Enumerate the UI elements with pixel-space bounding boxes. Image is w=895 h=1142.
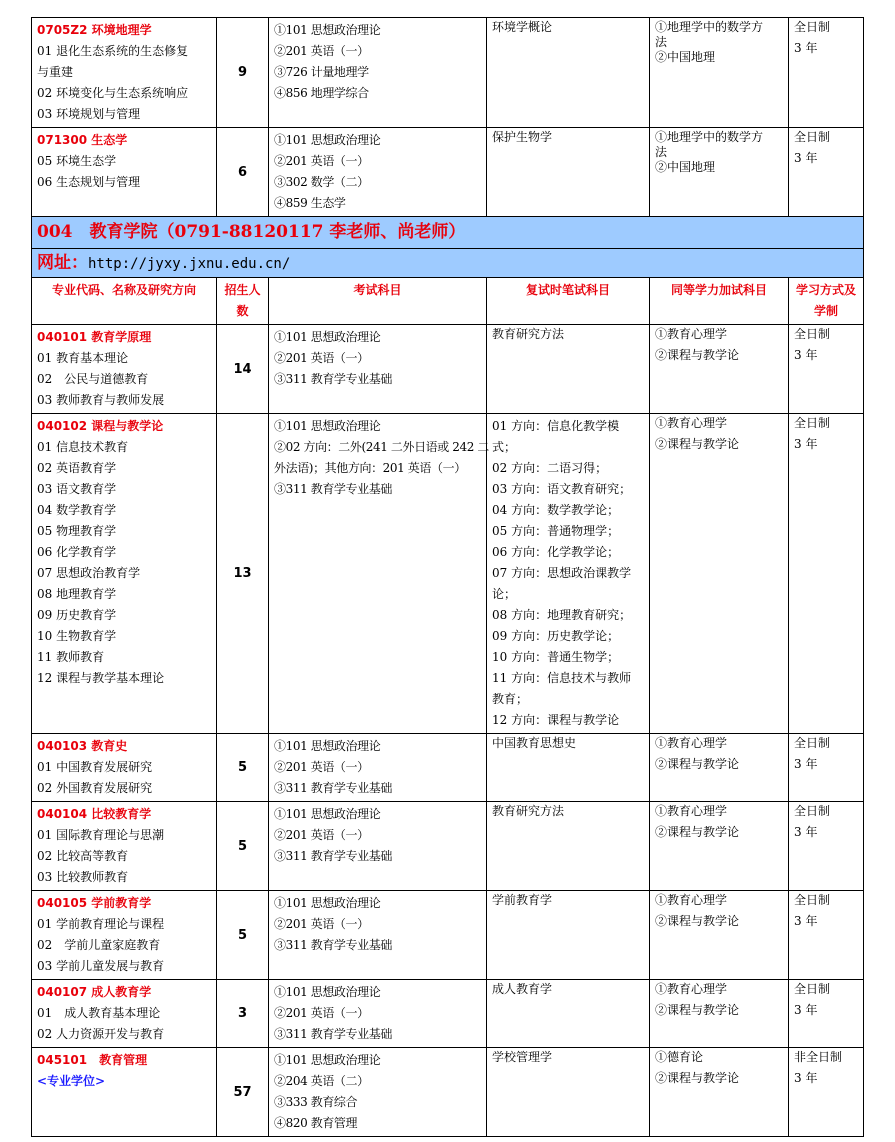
research-direction: 01 退化生态系统的生态修复 — [37, 44, 189, 58]
research-direction: 02 环境变化与生态系统响应 — [37, 86, 189, 100]
research-direction: 03 比较教师教育 — [37, 870, 129, 884]
additional-subject: ②课程与教学论 — [655, 825, 740, 839]
program-cell — [32, 734, 217, 802]
study-mode-item: 全日制 — [794, 982, 831, 996]
research-direction: 01 中国教育发展研究 — [37, 760, 153, 774]
additional-subject: ①教育心理学 — [655, 327, 728, 341]
exam-subjects — [269, 980, 487, 1048]
retest-subjects — [487, 734, 650, 802]
study-mode — [789, 891, 864, 980]
additional-subject: ①地理学中的数学方 — [655, 130, 764, 144]
additional-subject: ②课程与教学论 — [655, 757, 740, 771]
college-header-row — [32, 217, 864, 249]
additional-subject: ①德育论 — [655, 1050, 704, 1064]
study-mode-item: 3 年 — [794, 1071, 818, 1085]
retest-subjects — [487, 980, 650, 1048]
research-direction: 06 生态规划与管理 — [37, 175, 141, 189]
exam-subject: ①101 思想政治理论 — [274, 133, 381, 147]
retest-subject: 07 方向：思想政治课教学 — [492, 566, 632, 580]
exam-subject: ④856 地理学综合 — [274, 86, 369, 100]
additional-subject: ②课程与教学论 — [655, 1003, 740, 1017]
research-direction: 05 物理教育学 — [37, 524, 117, 538]
column-header-row — [32, 278, 864, 325]
retest-subjects — [487, 802, 650, 891]
additional-subjects — [650, 980, 789, 1048]
additional-subjects — [650, 734, 789, 802]
exam-subject: ②02 方向：二外(241 二外日语或 242 二 — [274, 440, 490, 454]
website-label: 网址： — [37, 253, 88, 273]
exam-subject: ②201 英语（一） — [274, 351, 369, 365]
retest-subjects — [487, 128, 650, 217]
study-mode-item: 全日制 — [794, 736, 831, 750]
degree-type: <专业学位> — [37, 1074, 106, 1088]
program-code: 040107 成人教育学 — [37, 985, 152, 999]
header-study-mode: 学习方式及学制 — [789, 278, 864, 325]
program-code: 040105 学前教育学 — [37, 896, 152, 910]
program-cell — [32, 980, 217, 1048]
study-mode — [789, 128, 864, 217]
program-cell — [32, 325, 217, 414]
program-code: 071300 生态学 — [37, 133, 128, 147]
retest-subject: 中国教育思想史 — [492, 736, 577, 750]
enrollment-count: 14 — [217, 325, 269, 414]
program-row — [32, 18, 864, 128]
retest-subject: 成人教育学 — [492, 982, 553, 996]
research-direction: 02 外国教育发展研究 — [37, 781, 153, 795]
additional-subject: ②课程与教学论 — [655, 348, 740, 362]
retest-subject: 09 方向：历史教学论； — [492, 629, 620, 643]
additional-subjects — [650, 414, 789, 734]
program-row — [32, 128, 864, 217]
program-code: 045101 教育管理 — [37, 1053, 148, 1067]
retest-subject: 06 方向：化学教学论； — [492, 545, 620, 559]
exam-subjects — [269, 734, 487, 802]
study-mode — [789, 414, 864, 734]
exam-subject: ②201 英语（一） — [274, 760, 369, 774]
additional-subject: ②课程与教学论 — [655, 914, 740, 928]
exam-subject: ③311 教育学专业基础 — [274, 849, 392, 863]
exam-subjects — [269, 325, 487, 414]
program-row — [32, 980, 864, 1048]
additional-subjects — [650, 325, 789, 414]
exam-subject: ①101 思想政治理论 — [274, 807, 381, 821]
additional-subject: ②中国地理 — [655, 160, 716, 174]
retest-subjects — [487, 18, 650, 128]
exam-subject: ③333 教育综合 — [274, 1095, 358, 1109]
exam-subject: ②201 英语（一） — [274, 1006, 369, 1020]
enrollment-count: 6 — [217, 128, 269, 217]
program-code: 040104 比较教育学 — [37, 807, 152, 821]
exam-subject: 外法语)；其他方向：201 英语（一） — [274, 461, 466, 475]
program-cell — [32, 128, 217, 217]
program-row — [32, 891, 864, 980]
study-mode-item: 全日制 — [794, 327, 831, 341]
research-direction: 与重建 — [37, 65, 74, 79]
additional-subject: ①教育心理学 — [655, 804, 728, 818]
research-direction: 01 国际教育理论与思潮 — [37, 828, 165, 842]
study-mode-item: 非全日制 — [794, 1050, 843, 1064]
exam-subjects — [269, 1048, 487, 1137]
research-direction: 08 地理教育学 — [37, 587, 117, 601]
exam-subject: ②204 英语（二） — [274, 1074, 369, 1088]
exam-subject: ①101 思想政治理论 — [274, 1053, 381, 1067]
study-mode — [789, 1048, 864, 1137]
study-mode-item: 3 年 — [794, 825, 818, 839]
admissions-table — [31, 17, 864, 1137]
study-mode-item: 3 年 — [794, 757, 818, 771]
exam-subject: ④820 教育管理 — [274, 1116, 358, 1130]
study-mode — [789, 980, 864, 1048]
study-mode-item: 全日制 — [794, 804, 831, 818]
program-code: 040102 课程与教学论 — [37, 419, 164, 433]
exam-subject: ①101 思想政治理论 — [274, 896, 381, 910]
retest-subject: 环境学概论 — [492, 20, 553, 34]
exam-subject: ②201 英语（一） — [274, 154, 369, 168]
exam-subject: ②201 英语（一） — [274, 828, 369, 842]
enrollment-count: 5 — [217, 891, 269, 980]
exam-subject: ③311 教育学专业基础 — [274, 482, 392, 496]
additional-subject: ②中国地理 — [655, 50, 716, 64]
college-website-row — [32, 249, 864, 278]
research-direction: 03 环境规划与管理 — [37, 107, 141, 121]
program-row — [32, 1048, 864, 1137]
retest-subject: 教育研究方法 — [492, 327, 565, 341]
study-mode — [789, 802, 864, 891]
study-mode-item: 全日制 — [794, 893, 831, 907]
header-count: 招生人数 — [217, 278, 269, 325]
exam-subject: ①101 思想政治理论 — [274, 985, 381, 999]
enrollment-count: 5 — [217, 734, 269, 802]
website-url[interactable]: http://jyxy.jxnu.edu.cn/ — [88, 256, 291, 272]
header-major: 专业代码、名称及研究方向 — [32, 278, 217, 325]
research-direction: 01 教育基本理论 — [37, 351, 129, 365]
study-mode — [789, 734, 864, 802]
program-cell — [32, 18, 217, 128]
research-direction: 01 信息技术教育 — [37, 440, 129, 454]
research-direction: 09 历史教育学 — [37, 608, 117, 622]
additional-subject: ②课程与教学论 — [655, 437, 740, 451]
exam-subject: ③311 教育学专业基础 — [274, 938, 392, 952]
exam-subjects — [269, 802, 487, 891]
retest-subject: 01 方向：信息化教学模 — [492, 419, 620, 433]
exam-subjects — [269, 128, 487, 217]
exam-subject: ④859 生态学 — [274, 196, 346, 210]
research-direction: 02 公民与道德教育 — [37, 372, 149, 386]
retest-subject: 04 方向：数学教学论； — [492, 503, 620, 517]
additional-subject: ①教育心理学 — [655, 736, 728, 750]
college-title: 004 教育学院（0791-88120117 李老师、尚老师） — [37, 222, 466, 242]
study-mode — [789, 18, 864, 128]
exam-subject: ③726 计量地理学 — [274, 65, 369, 79]
exam-subjects — [269, 414, 490, 734]
retest-subject: 学前教育学 — [492, 893, 553, 907]
program-code: 040103 教育史 — [37, 739, 128, 753]
study-mode-item: 3 年 — [794, 41, 818, 55]
additional-subject: 法 — [655, 145, 668, 159]
retest-subject: 11 方向：信息技术与教师 — [492, 671, 632, 685]
header-additional: 同等学力加试科目 — [650, 278, 789, 325]
research-direction: 02 人力资源开发与教育 — [37, 1027, 165, 1041]
exam-subjects — [269, 891, 487, 980]
program-cell — [32, 1048, 217, 1137]
header-exam: 考试科目 — [269, 278, 487, 325]
study-mode-item: 3 年 — [794, 151, 818, 165]
additional-subjects — [650, 18, 789, 128]
enrollment-count: 13 — [217, 414, 269, 734]
exam-subject: ①101 思想政治理论 — [274, 330, 381, 344]
study-mode-item: 3 年 — [794, 914, 818, 928]
retest-subject: 12 方向：课程与教学论 — [492, 713, 620, 727]
program-row — [32, 802, 864, 891]
research-direction: 03 学前儿童发展与教育 — [37, 959, 165, 973]
study-mode-item: 全日制 — [794, 20, 831, 34]
research-direction: 01 学前教育理论与课程 — [37, 917, 165, 931]
additional-subject: ①地理学中的数学方 — [655, 20, 764, 34]
program-code: 0705Z2 环境地理学 — [37, 23, 152, 37]
retest-subject: 05 方向：普通物理学； — [492, 524, 620, 538]
study-mode — [789, 325, 864, 414]
study-mode-item: 3 年 — [794, 348, 818, 362]
retest-subject: 10 方向：普通生物学； — [492, 650, 620, 664]
retest-subject: 学校管理学 — [492, 1050, 553, 1064]
exam-subject: ③311 教育学专业基础 — [274, 1027, 392, 1041]
study-mode-item: 全日制 — [794, 130, 831, 144]
retest-subject: 08 方向：地理教育研究； — [492, 608, 632, 622]
retest-subjects — [487, 891, 650, 980]
research-direction: 12 课程与教学基本理论 — [37, 671, 165, 685]
retest-subjects — [487, 1048, 650, 1137]
additional-subject: ①教育心理学 — [655, 416, 728, 430]
retest-subject: 02 方向：二语习得； — [492, 461, 608, 475]
additional-subject: 法 — [655, 35, 668, 49]
program-code: 040101 教育学原理 — [37, 330, 152, 344]
research-direction: 01 成人教育基本理论 — [37, 1006, 161, 1020]
research-direction: 10 生物教育学 — [37, 629, 117, 643]
additional-subject: ②课程与教学论 — [655, 1071, 740, 1085]
research-direction: 03 教师教育与教师发展 — [37, 393, 165, 407]
research-direction: 07 思想政治教育学 — [37, 566, 141, 580]
research-direction: 02 英语教育学 — [37, 461, 117, 475]
enrollment-count: 3 — [217, 980, 269, 1048]
retest-subject: 03 方向：语文教育研究； — [492, 482, 632, 496]
retest-subject: 教育； — [492, 692, 529, 706]
retest-subject: 保护生物学 — [492, 130, 553, 144]
exam-subject: ③302 数学（二） — [274, 175, 369, 189]
study-mode-item: 3 年 — [794, 1003, 818, 1017]
program-row — [32, 414, 864, 734]
exam-subject: ①101 思想政治理论 — [274, 739, 381, 753]
exam-subject: ②201 英语（一） — [274, 44, 369, 58]
additional-subjects — [650, 891, 789, 980]
study-mode-item: 全日制 — [794, 416, 831, 430]
exam-subject: ②201 英语（一） — [274, 917, 369, 931]
research-direction: 02 比较高等教育 — [37, 849, 129, 863]
additional-subjects — [650, 1048, 789, 1137]
research-direction: 05 环境生态学 — [37, 154, 117, 168]
program-cell — [32, 414, 217, 734]
research-direction: 06 化学教育学 — [37, 545, 117, 559]
exam-subject: ③311 教育学专业基础 — [274, 781, 392, 795]
additional-subjects — [650, 802, 789, 891]
research-direction: 02 学前儿童家庭教育 — [37, 938, 161, 952]
program-cell — [32, 802, 217, 891]
study-mode-item: 3 年 — [794, 437, 818, 451]
exam-subject: ①101 思想政治理论 — [274, 419, 381, 433]
retest-subject: 教育研究方法 — [492, 804, 565, 818]
program-row — [32, 325, 864, 414]
retest-subject: 论； — [492, 587, 517, 601]
retest-subjects — [487, 325, 650, 414]
header-retest: 复试时笔试科目 — [487, 278, 650, 325]
exam-subjects — [269, 18, 487, 128]
additional-subjects — [650, 128, 789, 217]
exam-subject: ①101 思想政治理论 — [274, 23, 381, 37]
program-cell — [32, 891, 217, 980]
enrollment-count: 57 — [217, 1048, 269, 1137]
research-direction: 03 语文教育学 — [37, 482, 117, 496]
retest-subject: 式； — [492, 440, 517, 454]
research-direction: 04 数学教育学 — [37, 503, 117, 517]
additional-subject: ①教育心理学 — [655, 982, 728, 996]
additional-subject: ①教育心理学 — [655, 893, 728, 907]
retest-subjects — [487, 414, 650, 734]
program-row — [32, 734, 864, 802]
research-direction: 11 教师教育 — [37, 650, 105, 664]
enrollment-count: 9 — [217, 18, 269, 128]
exam-subject: ③311 教育学专业基础 — [274, 372, 392, 386]
enrollment-count: 5 — [217, 802, 269, 891]
